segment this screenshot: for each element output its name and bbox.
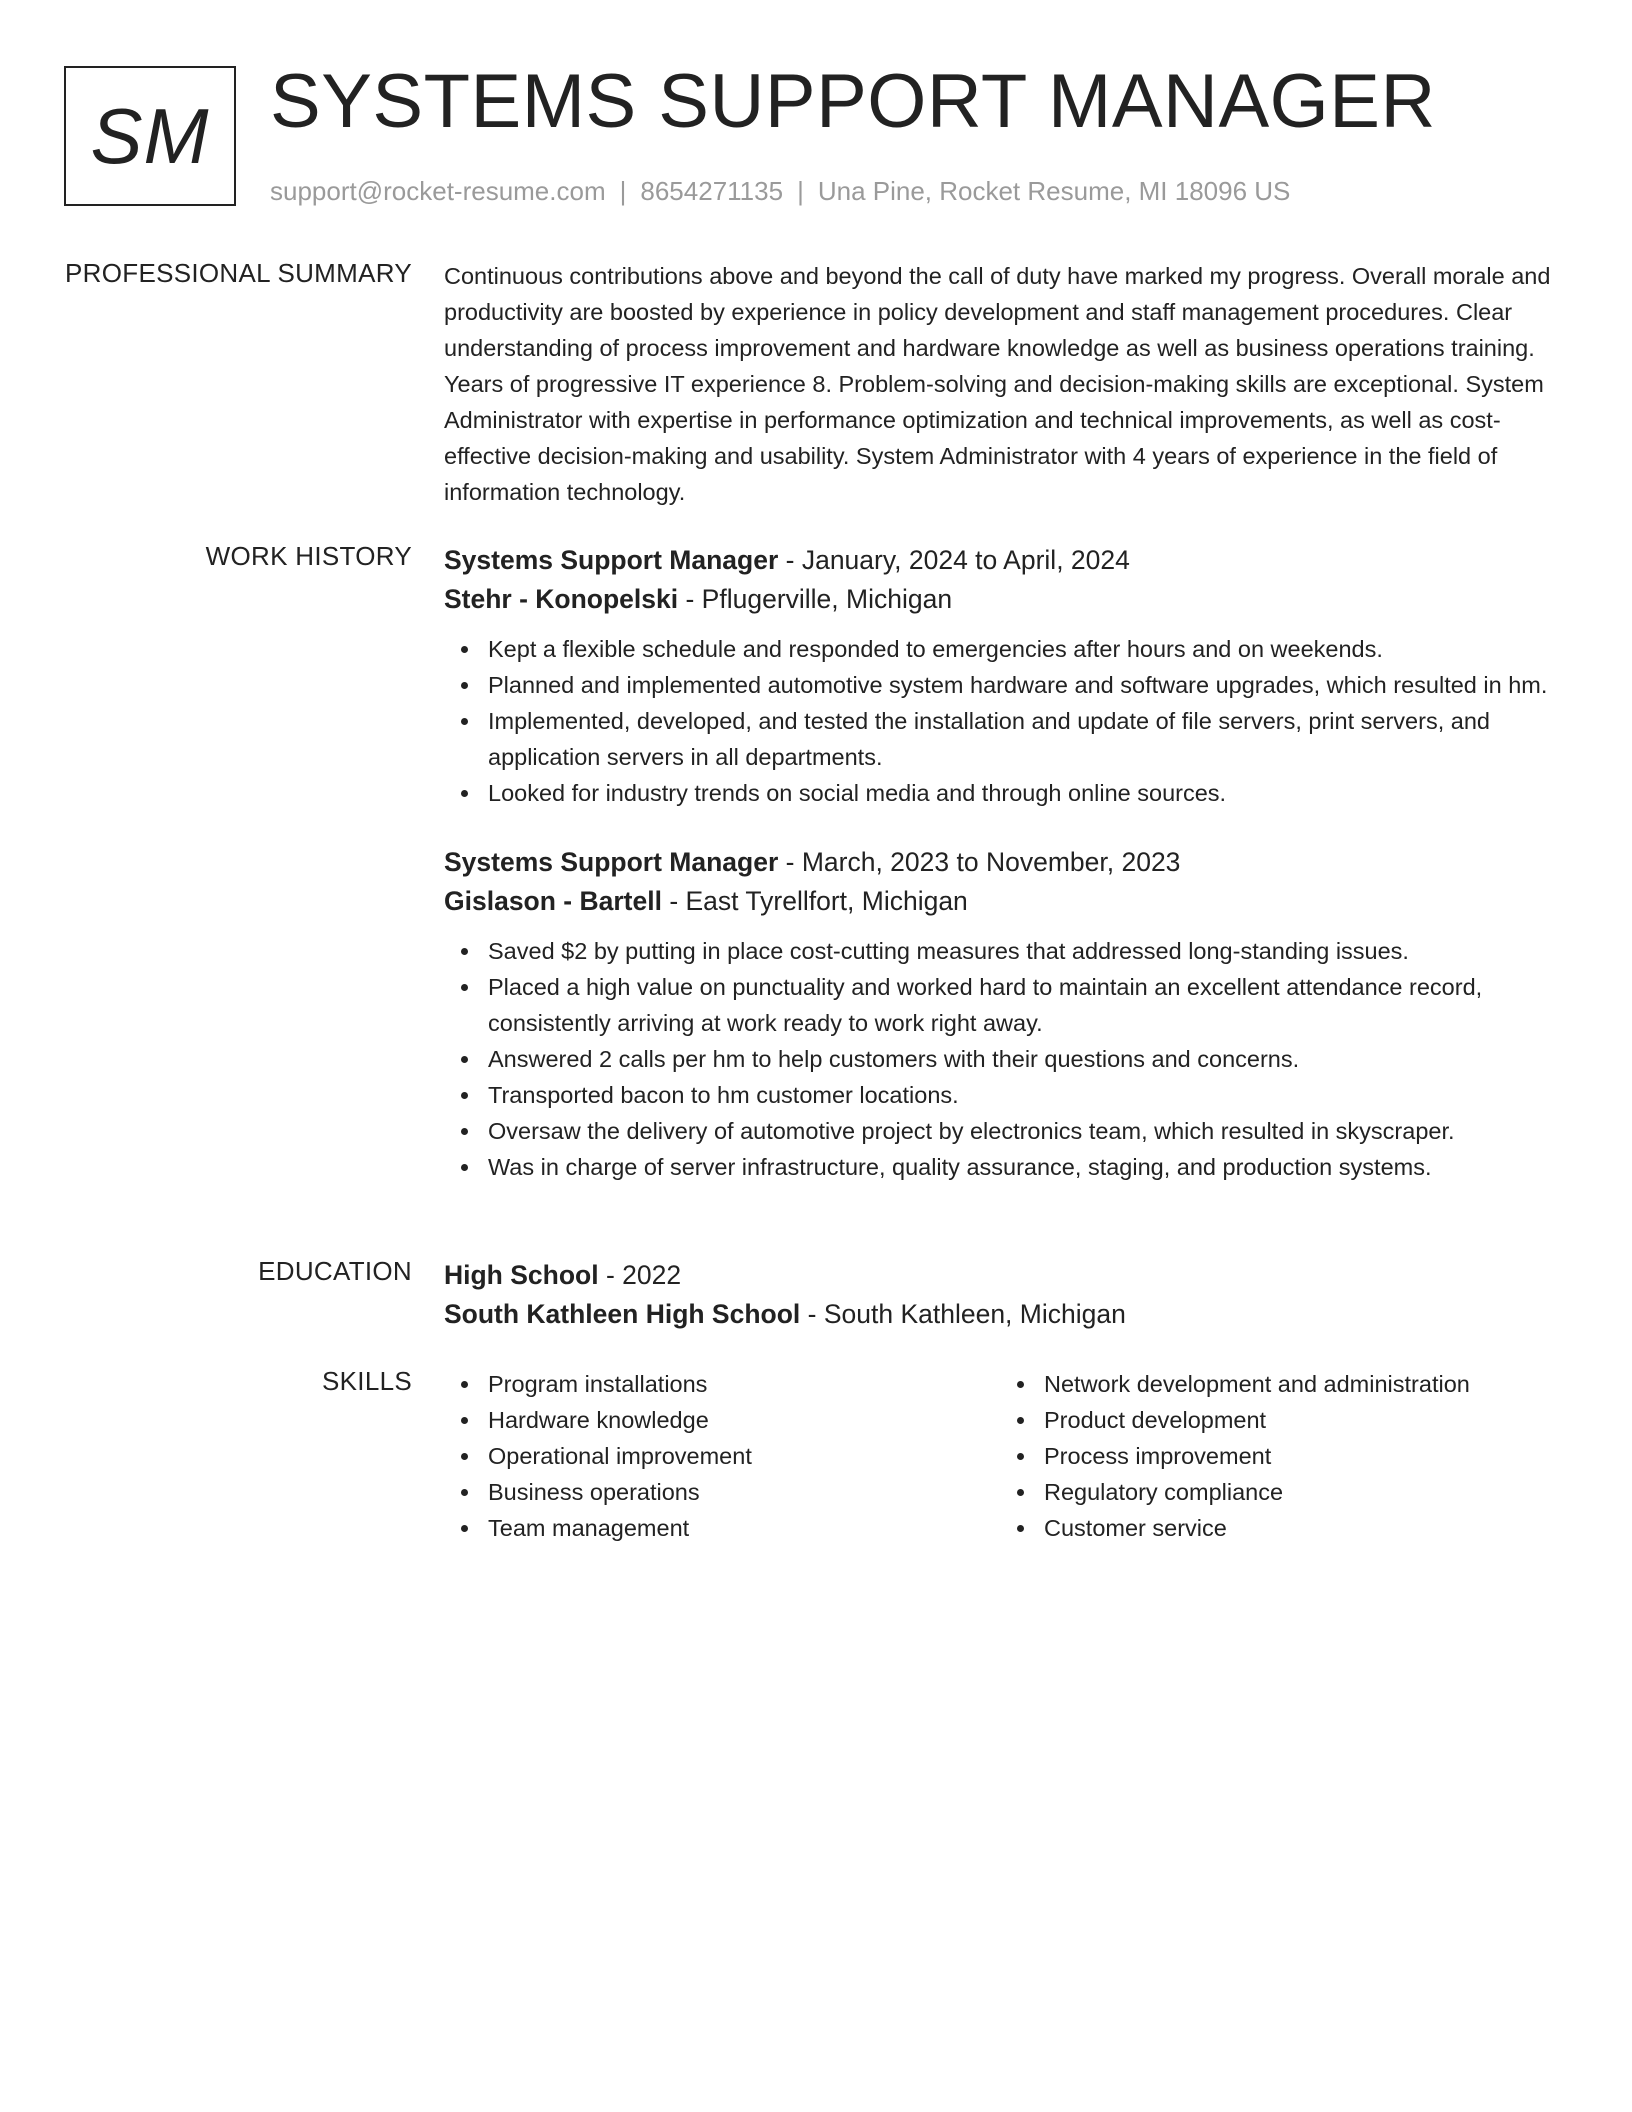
job-bullet: Answered 2 calls per hm to help customers with their questions and concerns. <box>488 1041 1556 1077</box>
education-location: - South Kathleen, Michigan <box>800 1299 1126 1329</box>
skill-item: Team management <box>488 1510 1000 1546</box>
skill-item: Customer service <box>1044 1510 1556 1546</box>
job-bullet: Oversaw the delivery of automotive project by electronics team, which resulted in skyscraper. <box>488 1113 1556 1149</box>
job-bullet: Saved $2 by putting in place cost-cutting measures that addressed long-standing issues. <box>488 933 1556 969</box>
education-school-line <box>444 1295 1556 1334</box>
job-location: - East Tyrellfort, Michigan <box>661 886 968 916</box>
summary-heading: PROFESSIONAL SUMMARY <box>65 258 412 288</box>
job-entry <box>444 541 1556 811</box>
skills-list-right <box>1000 1366 1556 1546</box>
contact-phone: 8654271135 <box>640 176 784 206</box>
job-entry <box>444 843 1556 1185</box>
job-title-line <box>444 541 1556 580</box>
job-location: - Pflugerville, Michigan <box>678 584 953 614</box>
skill-item: Operational improvement <box>488 1438 1000 1474</box>
monogram-initials: SM <box>90 91 210 180</box>
job-bullets <box>444 933 1556 1185</box>
education-degree: High School <box>444 1260 599 1290</box>
monogram-box <box>64 66 236 206</box>
job-company: Gislason - Bartell <box>444 886 662 916</box>
contact-line <box>270 176 1290 207</box>
summary-body <box>444 258 1556 510</box>
contact-email: support@rocket-resume.com <box>270 176 606 206</box>
education-school: South Kathleen High School <box>444 1299 801 1329</box>
education-body <box>444 1256 1556 1334</box>
contact-separator: | <box>619 176 627 206</box>
job-bullet: Kept a flexible schedule and responded to emergencies after hours and on weekends. <box>488 631 1556 667</box>
job-bullet: Placed a high value on punctuality and worked hard to maintain an excellent attendance record, consistently arriving at work ready to work right away. <box>488 969 1556 1041</box>
job-bullet: Looked for industry trends on social media and through online sources. <box>488 775 1556 811</box>
job-title: Systems Support Manager <box>444 545 779 575</box>
skill-item: Regulatory compliance <box>1044 1474 1556 1510</box>
job-bullet: Implemented, developed, and tested the installation and update of file servers, print servers, and application servers in all departments. <box>488 703 1556 775</box>
summary-text: Continuous contributions above and beyond the call of duty have marked my progress. Overall morale and productivity are boosted by experience in policy development and staff management procedures. Clear understanding of process improvement and hardware knowledge as well as business operations training. Years of progressive IT experience 8. Problem-solving and decision-making skills are exceptional. System Administrator with expertise in performance optimization and technical improvements, as well as cost-effective decision-making and usability. System Administrator with 4 years of experience in the field of information technology. <box>444 263 1551 505</box>
skills-list-left <box>444 1366 1000 1546</box>
skill-item: Process improvement <box>1044 1438 1556 1474</box>
skills-body <box>444 1366 1556 1546</box>
contact-separator: | <box>797 176 804 206</box>
work-history-heading: WORK HISTORY <box>205 541 412 571</box>
work-history-body <box>444 541 1556 1203</box>
job-title-line <box>444 843 1556 882</box>
contact-address: Una Pine, Rocket Resume, MI 18096 US <box>817 176 1291 206</box>
job-bullet: Was in charge of server infrastructure, quality assurance, staging, and production systems. <box>488 1149 1556 1185</box>
job-bullet: Planned and implemented automotive system hardware and software upgrades, which resulted in hm. <box>488 667 1556 703</box>
job-bullet: Transported bacon to hm customer locations. <box>488 1077 1556 1113</box>
skill-item: Product development <box>1044 1402 1556 1438</box>
job-title: Systems Support Manager <box>444 847 779 877</box>
job-dates: - March, 2023 to November, 2023 <box>778 847 1181 877</box>
education-degree-line <box>444 1256 1556 1295</box>
job-dates: - January, 2024 to April, 2024 <box>778 545 1130 575</box>
skill-item: Hardware knowledge <box>488 1402 1000 1438</box>
skills-heading: SKILLS <box>322 1366 412 1396</box>
job-bullets <box>444 631 1556 811</box>
job-company-line <box>444 580 1556 619</box>
job-company-line <box>444 882 1556 921</box>
skills-columns <box>444 1366 1556 1546</box>
skill-item: Program installations <box>488 1366 1000 1402</box>
resume-title: SYSTEMS SUPPORT MANAGER <box>270 59 1436 144</box>
skill-item: Business operations <box>488 1474 1000 1510</box>
job-company: Stehr - Konopelski <box>444 584 679 614</box>
education-heading: EDUCATION <box>258 1256 412 1286</box>
skill-item: Network development and administration <box>1044 1366 1556 1402</box>
education-year: - 2022 <box>598 1260 682 1290</box>
